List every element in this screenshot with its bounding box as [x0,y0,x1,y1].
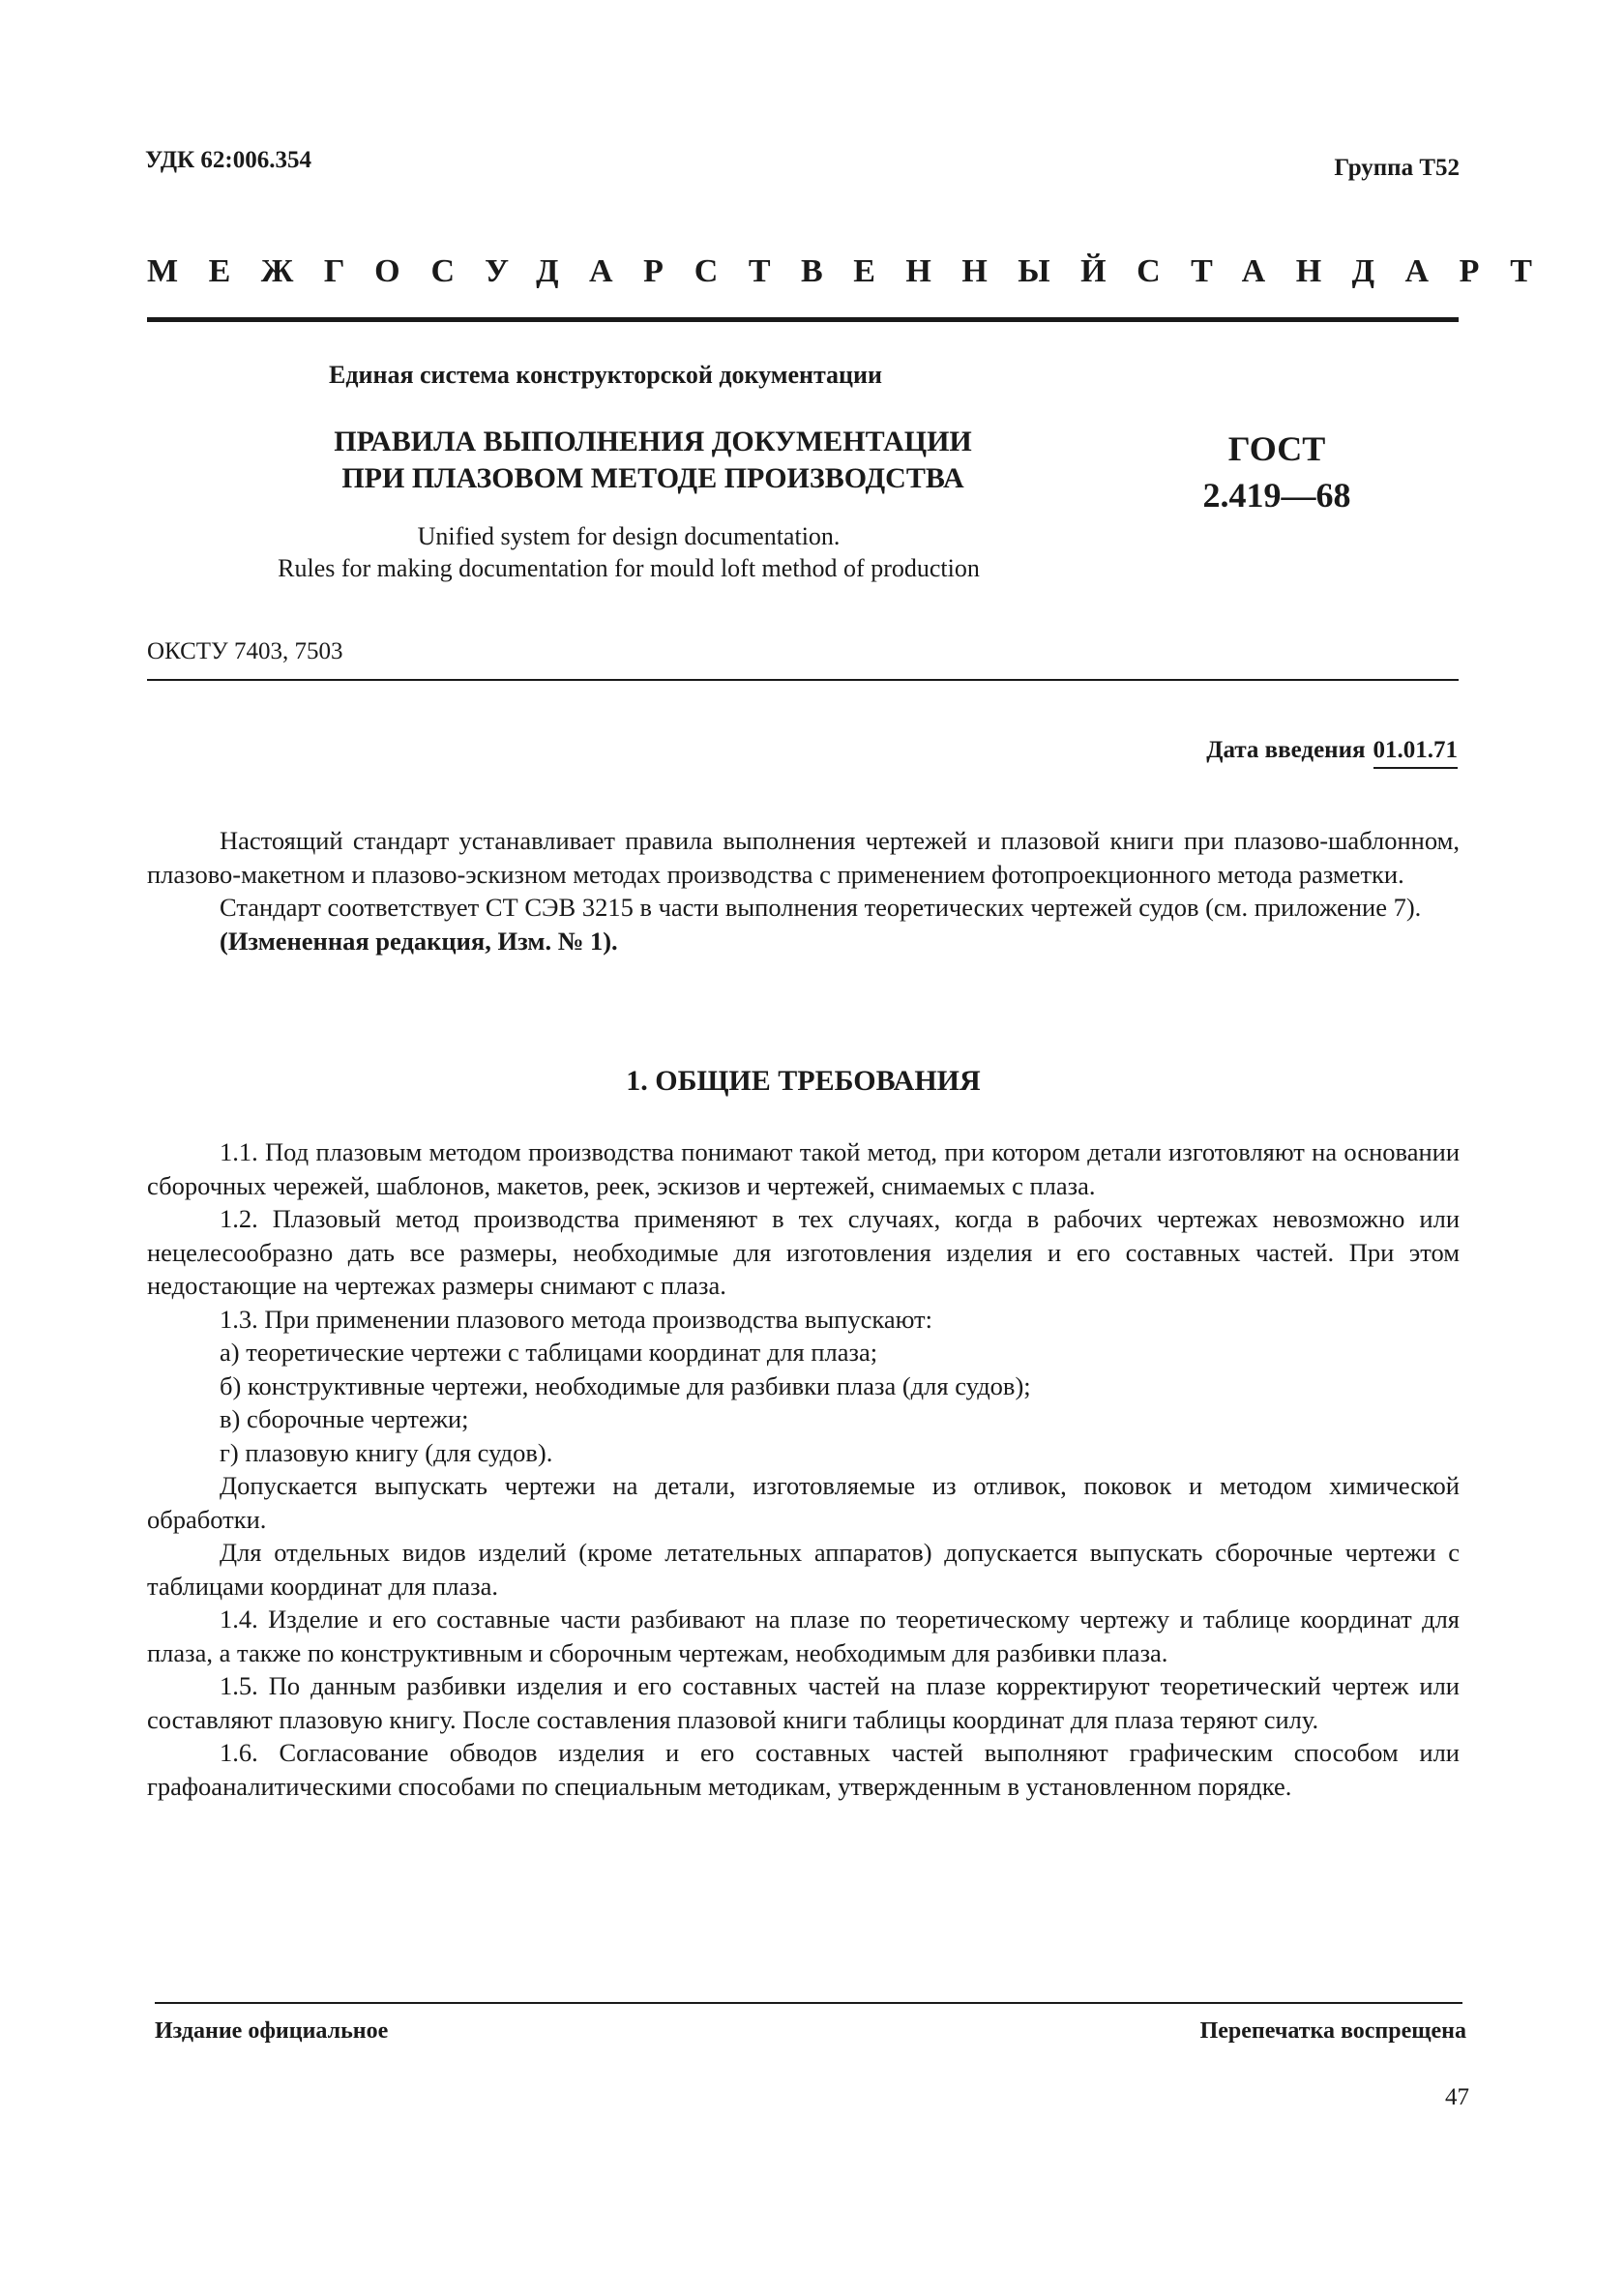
document-title [242,424,1064,497]
document-title-line2: ПРИ ПЛАЗОВОМ МЕТОДЕ ПРОИЗВОДСТВА [341,462,964,494]
document-title-line1: ПРАВИЛА ВЫПОЛНЕНИЯ ДОКУМЕНТАЦИИ [334,426,972,457]
footer-reprint-notice: Перепечатка воспрещена [1199,2018,1466,2044]
section-paragraph: 1.5. По данным разбивки изделия и его составных частей на плазе корректируют теоретический чертеж или составляют плазовую книгу. После составления плазовой книги таблицы координат для плаза теряют силу. [147,1671,1460,1734]
gost-label: ГОСТ [1227,429,1326,468]
intro-date-label: Дата введения [1206,737,1366,763]
english-title-line2: Rules for making documentation for mould loft method of production [278,554,980,582]
preamble-paragraph: Стандарт соответствует СТ СЭВ 3215 в части выполнения теоретических чертежей судов (см. приложение 7). [220,893,1422,922]
section-paragraph: 1.4. Изделие и его составные части разбивают на плазе по теоретическому чертежу и таблице координат для плаза, а также по конструктивным и сборочным чертежам, необходимым для разбивки плаза. [147,1604,1460,1667]
header-divider [147,317,1459,322]
section-paragraph: 1.2. Плазовый метод производства применяют в тех случаях, когда в рабочих чертежах невозможно или нецелесообразно дать все размеры, необходимые для изготовления изделия и его составных частей. При этом недостающие на чертежах размеры снимают с плаза. [147,1204,1460,1300]
oksty-divider [147,679,1459,681]
oksty-code: ОКСТУ 7403, 7503 [147,638,343,664]
standard-heading [147,253,1563,290]
amendment-note: (Измененная редакция, Изм. № 1). [220,926,618,956]
intro-date-value: 01.01.71 [1373,737,1459,769]
group-code: Группа Т52 [1334,155,1460,181]
section-paragraph: 1.3. При применении плазового метода производства выпускают: [220,1304,933,1334]
list-item: а) теоретические чертежи с таблицами координат для плаза; [220,1338,878,1367]
gost-number: 2.419—68 [1202,476,1351,515]
preamble [147,824,1460,957]
list-item: б) конструктивные чертежи, необходимые для разбивки плаза (для судов); [220,1370,1031,1400]
standard-heading-word2: СТАНДАРТ [1137,253,1563,289]
udk-code: УДК 62:006.354 [145,147,311,173]
section-paragraph: 1.1. Под плазовым методом производства понимают такой метод, при котором детали изготовляют на основании сборочных чережей, шаблонов, макетов, реек, эскизов и чертежей, снимаемых с плаза. [147,1137,1460,1200]
standard-heading-word1: МЕЖГОСУДАРСТВЕННЫЙ [147,253,1137,289]
gost-designation [1170,426,1383,518]
section-body [147,1135,1460,1803]
footer-official-edition: Издание официальное [155,2018,389,2044]
english-title [193,520,1064,584]
section-title: 1. ОБЩИЕ ТРЕБОВАНИЯ [626,1065,981,1097]
list-item: в) сборочные чертежи; [220,1404,469,1433]
page-number: 47 [1445,2084,1469,2110]
english-title-line1: Unified system for design documentation. [417,522,841,550]
footer-divider [155,2002,1462,2004]
section-paragraph: Допускается выпускать чертежи на детали, изготовляемые из отливок, поковок и методом химической обработки. [147,1471,1460,1534]
section-paragraph: 1.6. Согласование обводов изделия и его составных частей выполняют графическим способом или графоаналитическими способами по специальным методикам, утвержденным в установленном порядке. [147,1738,1460,1801]
system-name: Единая система конструкторской документации [329,361,882,389]
preamble-paragraph: Настоящий стандарт устанавливает правила выполнения чертежей и плазовой книги при плазово-шаблонном, плазово-макетном и плазово-эскизном методах производства с применением фотопроекционного метода разметки. [147,826,1460,889]
section-paragraph: Для отдельных видов изделий (кроме летательных аппаратов) допускается выпускать сборочные чертежи с таблицами координат для плаза. [147,1538,1460,1601]
list-item: г) плазовую книгу (для судов). [220,1437,553,1467]
intro-date [1206,737,1458,764]
